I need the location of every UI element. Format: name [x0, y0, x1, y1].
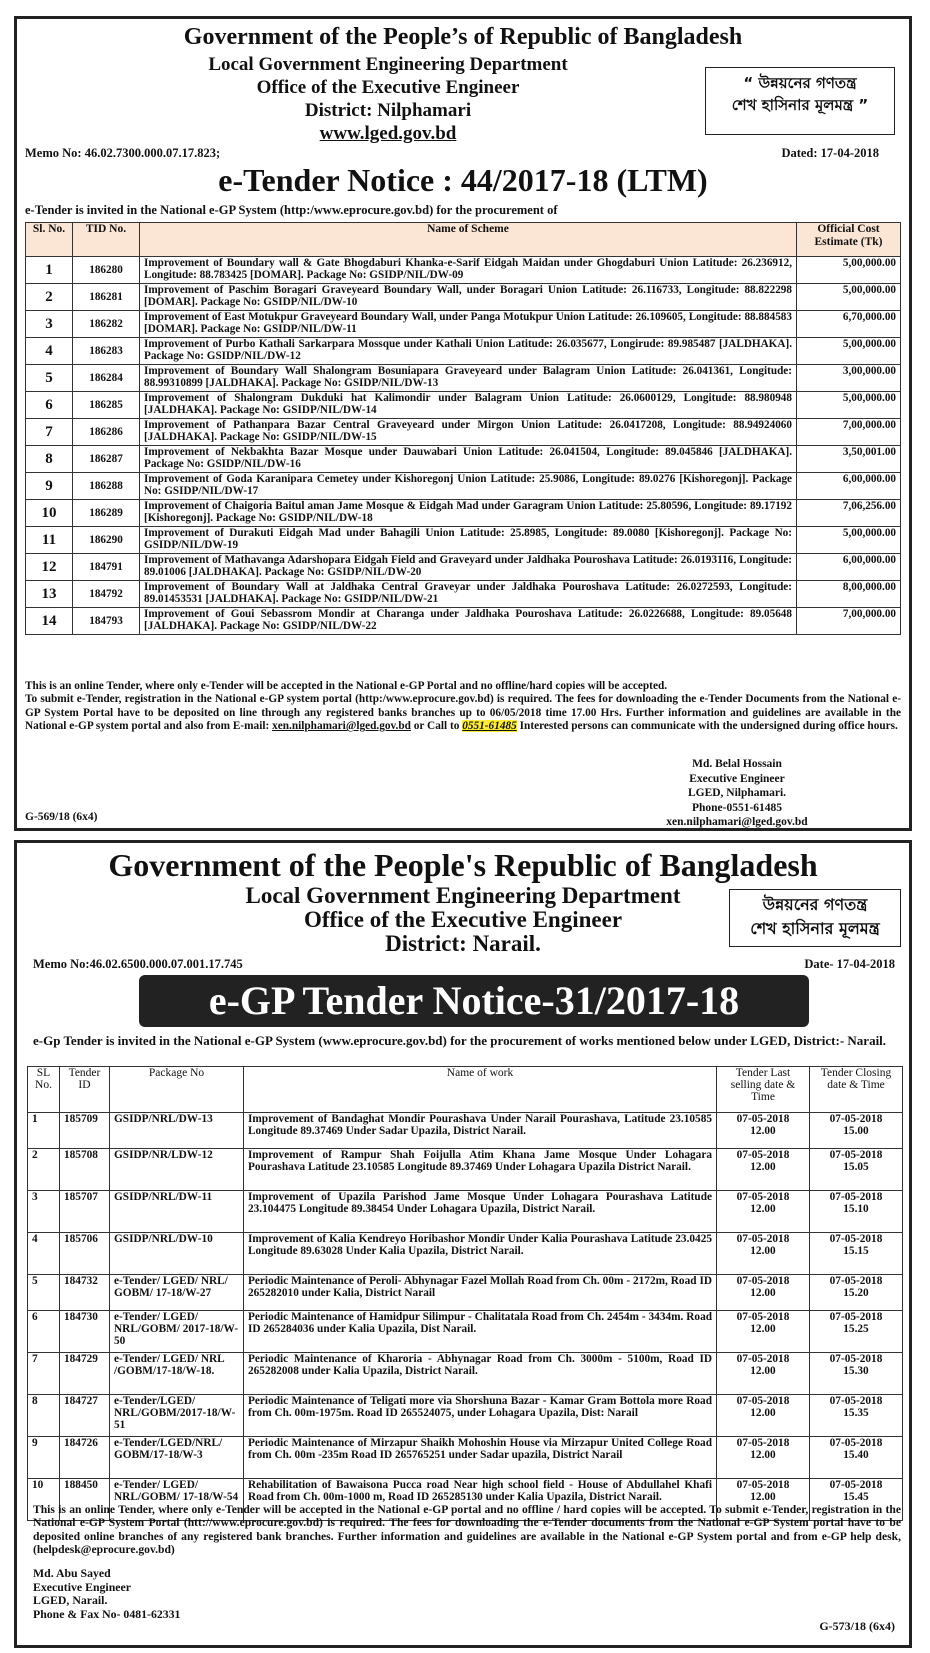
signer-name: Md. Belal Hossain — [692, 758, 782, 770]
row-cost: 7,00,000.00 — [797, 419, 901, 446]
signer-email: xen.nilphamari@lged.gov.bd — [666, 816, 808, 829]
row-sl: 12 — [26, 554, 73, 581]
row-work: Improvement of Rampur Shah Foijulla Atim Khana Jame Mosque Under Lohagara Pourashava Latitude 23.10585 Longitude 89.37469 Under Lohagara Upazila District Narail. — [244, 1149, 717, 1191]
row-sl: 8 — [28, 1395, 60, 1437]
works-row — [28, 1437, 903, 1479]
terms-end: Interested persons can communicate with the undersigned during office hours. — [516, 720, 898, 733]
row-pkg: GSIDP/NRL/DW-13 — [110, 1113, 244, 1149]
scheme-row — [26, 338, 901, 365]
row-sl: 7 — [28, 1353, 60, 1395]
row-pkg: GSIDP/NRL/DW-11 — [110, 1191, 244, 1233]
last-date: 07-05-2018 — [736, 1233, 790, 1245]
row-sl: 5 — [26, 365, 73, 392]
works-row — [28, 1149, 903, 1191]
terms-line-1: This is an online Tender, where only e-Tender will be accepted in the National e-GP Portal and no offline/hard copies will be accepted. — [25, 680, 668, 692]
last-time: 12.00 — [750, 1125, 776, 1138]
close-date: 07-05-2018 — [829, 1353, 883, 1365]
row-tid: 185707 — [60, 1191, 110, 1233]
header-scheme: Name of Scheme — [140, 223, 797, 257]
row-last-selling — [717, 1311, 810, 1353]
last-date: 07-05-2018 — [736, 1275, 790, 1287]
header-tid: Tender ID — [60, 1067, 110, 1113]
close-time: 15.10 — [843, 1203, 869, 1216]
row-pkg: e-Tender/ LGED/ NRL/GOBM/ 2017-18/W- 50 — [110, 1311, 244, 1353]
row-closing — [810, 1113, 903, 1149]
row-tid: 186280 — [73, 257, 140, 284]
signature-block — [33, 1567, 180, 1621]
row-sl: 7 — [26, 419, 73, 446]
close-time: 15.30 — [843, 1365, 869, 1378]
terms-paragraph — [25, 680, 901, 734]
row-tid: 186289 — [73, 500, 140, 527]
works-row — [28, 1395, 903, 1437]
row-sl: 4 — [28, 1233, 60, 1275]
close-time: 15.40 — [843, 1449, 869, 1462]
row-tid: 186290 — [73, 527, 140, 554]
row-cost: 7,06,256.00 — [797, 500, 901, 527]
dated: Dated: 17-04-2018 — [781, 146, 879, 160]
row-closing — [810, 1149, 903, 1191]
row-tid: 185708 — [60, 1149, 110, 1191]
intro-text: e-Gp Tender is invited in the National e-GP System (www.eprocure.gov.bd) for the procurement of works mentioned below under LGED, District:- Narail. — [33, 1033, 887, 1048]
row-cost: 5,00,000.00 — [797, 392, 901, 419]
last-time: 12.00 — [750, 1407, 776, 1420]
close-date: 07-05-2018 — [829, 1233, 883, 1245]
ref-code: G-569/18 (6x4) — [25, 811, 98, 823]
close-time: 15.20 — [843, 1287, 869, 1300]
close-date: 07-05-2018 — [829, 1113, 883, 1125]
row-cost: 6,00,000.00 — [797, 554, 901, 581]
last-time: 12.00 — [750, 1365, 776, 1378]
works-row — [28, 1191, 903, 1233]
row-work: Periodic Maintenance of Teligati more via Shorshuna Bazar - Kamar Gram Bottola more Road from Ch. 00m-1975m. Road ID 265524075, under Lohagara Upazila, Dist: Narail — [244, 1395, 717, 1437]
notice-title-banner: e-GP Tender Notice-31/2017-18 — [139, 975, 809, 1027]
row-tid: 186282 — [73, 311, 140, 338]
header-cost: Official Cost Estimate (Tk) — [797, 223, 901, 257]
office-name: Office of the Executive Engineer — [256, 77, 520, 98]
header-sl: SL No. — [28, 1067, 60, 1113]
dept-name: Local Government Engineering Department — [245, 883, 681, 908]
last-date: 07-05-2018 — [736, 1395, 790, 1407]
row-sl: 9 — [28, 1437, 60, 1479]
scheme-row — [26, 500, 901, 527]
row-scheme: Improvement of Boundary Wall Shalongram Bosuniapara Graveyeard under Balagram Union Latitude: 26.041361, Longitude: 88.99310899 [JALDHAKA]. Package No: GSIDP/NIL/DW-13 — [140, 365, 797, 392]
row-tid: 184732 — [60, 1275, 110, 1311]
header-tid: TID No. — [73, 223, 140, 257]
last-date: 07-05-2018 — [736, 1113, 790, 1125]
contact-email[interactable]: xen.nilphamari@lged.gov.bd — [272, 720, 411, 733]
row-closing — [810, 1275, 903, 1311]
header-pkg: Package No — [110, 1067, 244, 1113]
last-time: 12.00 — [750, 1245, 776, 1258]
row-work: Periodic Maintenance of Peroli- Abhynagar Fazel Mollah Road from Ch. 00m - 2172m, Road ID 265282010 under Kalia, District Narail — [244, 1275, 717, 1311]
row-sl: 2 — [26, 284, 73, 311]
slogan-box — [705, 67, 895, 135]
last-date: 07-05-2018 — [736, 1479, 790, 1491]
row-sl: 14 — [26, 608, 73, 635]
close-date: 07-05-2018 — [829, 1437, 883, 1449]
row-scheme: Improvement of Goui Sebassrom Mondir at Charanga under Jaldhaka Pouroshava Latitude: 26.0226688, Longitude: 89.05648 [JALDHAKA]. Package No: GSIDP/NIL/DW-22 — [140, 608, 797, 635]
close-time: 15.25 — [843, 1323, 869, 1336]
ref-code: G-573/18 (6x4) — [819, 1619, 895, 1633]
close-time: 15.05 — [843, 1161, 869, 1174]
scheme-table-body — [26, 257, 901, 635]
row-sl: 1 — [26, 257, 73, 284]
website-link[interactable]: www.lged.gov.bd — [319, 123, 457, 144]
row-closing — [810, 1395, 903, 1437]
works-row — [28, 1275, 903, 1311]
row-scheme: Improvement of Durakuti Eidgah Mad under Bahagili Union Latitude: 25.8985, Longitude: 89.0080 [Kishoregonj]. Package No: GSIDP/NIL/DW-19 — [140, 527, 797, 554]
row-pkg: e-Tender/LGED/NRL/ GOBM/17-18/W-3 — [110, 1437, 244, 1479]
row-sl: 3 — [28, 1191, 60, 1233]
works-table — [27, 1066, 903, 1521]
row-work: Periodic Maintenance of Hamidpur Silimpur - Chalitatala Road from Ch. 2454m - 3434m. Road ID 265284036 under Kalia Upazila, Dist Narail. — [244, 1311, 717, 1353]
row-cost: 7,00,000.00 — [797, 608, 901, 635]
gov-title: Government of the People's Republic of Bangladesh — [108, 847, 818, 883]
row-pkg: e-Tender/ LGED/ NRL /GOBM/17-18/W-18. — [110, 1353, 244, 1395]
row-sl: 10 — [26, 500, 73, 527]
row-last-selling — [717, 1149, 810, 1191]
row-scheme: Improvement of East Motukpur Graveyeard Boundary Wall, under Panga Motukpur Union Latitude: 26.109605, Longitude: 88.884583 [DOMAR]. Package No: GSIDP/NIL/DW-11 — [140, 311, 797, 338]
row-last-selling — [717, 1233, 810, 1275]
office-name: Office of the Executive Engineer — [303, 907, 623, 932]
row-sl: 3 — [26, 311, 73, 338]
slogan-line-1: উন্নয়নের গণতন্ত্র — [762, 895, 868, 914]
row-sl: 6 — [26, 392, 73, 419]
row-tid: 184726 — [60, 1437, 110, 1479]
row-sl: 1 — [28, 1113, 60, 1149]
header-work: Name of work — [244, 1067, 717, 1113]
row-last-selling — [717, 1191, 810, 1233]
row-tid: 184727 — [60, 1395, 110, 1437]
row-tid: 186284 — [73, 365, 140, 392]
scheme-row — [26, 419, 901, 446]
last-date: 07-05-2018 — [736, 1437, 790, 1449]
row-closing — [810, 1233, 903, 1275]
contact-phone[interactable]: 0551-61485 — [462, 720, 517, 733]
last-date: 07-05-2018 — [736, 1149, 790, 1161]
last-time: 12.00 — [750, 1203, 776, 1216]
row-tid: 186285 — [73, 392, 140, 419]
row-tid: 186281 — [73, 284, 140, 311]
header-sl: Sl. No. — [26, 223, 73, 257]
tender-notice-narail — [14, 840, 912, 1648]
row-scheme: Improvement of Goda Karanipara Cemetey under Kishoregonj Union Latitude: 25.9086, Longitude: 89.0276 [Kishoregonj]. Package No: GSIDP/NIL/DW-17 — [140, 473, 797, 500]
row-sl: 2 — [28, 1149, 60, 1191]
close-date: 07-05-2018 — [829, 1149, 883, 1161]
header-last: Tender Last selling date & Time — [717, 1067, 810, 1113]
row-tid: 186283 — [73, 338, 140, 365]
last-date: 07-05-2018 — [736, 1353, 790, 1365]
row-cost: 5,00,000.00 — [797, 527, 901, 554]
last-time: 12.00 — [750, 1161, 776, 1174]
scheme-row — [26, 527, 901, 554]
signer-phone: Phone & Fax No- 0481-62331 — [33, 1606, 181, 1621]
row-scheme: Improvement of Purbo Kathali Sarkarpara Mossque under Kathali Union Latitude: 26.035677, Longirude: 89.985487 [JALDHAKA]. Package No: GSIDP/NIL/DW-12 — [140, 338, 797, 365]
row-scheme: Improvement of Chaigoria Baitul aman Jame Mosque & Eidgah Mad under Garagram Union Latitude: 25.80596, Longitude: 89.17192 [Kishoregonj]. Package No: GSIDP/NIL/DW-18 — [140, 500, 797, 527]
date: Date- 17-04-2018 — [804, 957, 895, 971]
terms-or: or Call to — [410, 720, 463, 733]
row-sl: 4 — [26, 338, 73, 365]
works-row — [28, 1353, 903, 1395]
scheme-row — [26, 284, 901, 311]
row-pkg: e-Tender/ LGED/ NRL/GOBM/ 17-18/W-54 — [110, 1479, 244, 1521]
signer-name: Md. Abu Sayed — [33, 1566, 111, 1580]
memo-no: Memo No:46.02.6500.000.07.001.17.745 — [33, 957, 243, 971]
works-row — [28, 1113, 903, 1149]
scheme-row — [26, 392, 901, 419]
row-work: Periodic Maintenance of Kharoria - Abhynagar Road from Ch. 3000m - 5100m, Road ID 265282008 under Kalia Upazila, District Narail. — [244, 1353, 717, 1395]
row-sl: 5 — [28, 1275, 60, 1311]
row-work: Periodic Maintenance of Mirzapur Shaikh Mohoshin House via Mirzapur United College Road from Ch. 00m -235m Road ID 265765251 under Sadar upazila, District Narail — [244, 1437, 717, 1479]
scheme-row — [26, 554, 901, 581]
row-last-selling — [717, 1275, 810, 1311]
signer-title: Executive Engineer — [33, 1579, 131, 1594]
terms-body — [25, 693, 901, 733]
notice-title: e-Tender Notice : 44/2017-18 (LTM) — [218, 162, 708, 198]
close-time: 15.15 — [843, 1245, 869, 1258]
close-time: 15.45 — [843, 1491, 869, 1504]
row-closing — [810, 1353, 903, 1395]
row-cost: 3,00,000.00 — [797, 365, 901, 392]
row-scheme: Improvement of Boundary Wall at Jaldhaka Central Graveyar under Jaldhaka Pouroshava Latitude: 26.0272593, Longitude: 89.01453531 [JALDHAKA]. Package No: GSIDP/NIL/DW-21 — [140, 581, 797, 608]
row-sl: 10 — [28, 1479, 60, 1521]
intro-text: e-Tender is invited in the National e-GP System (http:/www.eprocure.gov.bd) for the procurement of — [25, 203, 558, 217]
row-cost: 6,00,000.00 — [797, 473, 901, 500]
row-tid: 184793 — [73, 608, 140, 635]
signature-block — [637, 757, 837, 830]
row-scheme: Improvement of Paschim Boragari Graveyeard Boundary Wall, under Boragari Union Latitude: 26.116733, Longitude: 88.822298 [DOMAR]. Package No: GSIDP/NIL/DW-10 — [140, 284, 797, 311]
scheme-table — [25, 222, 901, 635]
scheme-row — [26, 365, 901, 392]
close-date: 07-05-2018 — [829, 1479, 883, 1491]
row-sl: 11 — [26, 527, 73, 554]
tender-notice-nilphamari — [14, 16, 912, 831]
slogan-line-2: শেখ হাসিনার মূলমন্ত্র — [750, 919, 880, 938]
row-closing — [810, 1311, 903, 1353]
row-sl: 8 — [26, 446, 73, 473]
district-name: District: Narail. — [385, 931, 541, 956]
signer-office: LGED, Narail. — [33, 1593, 108, 1608]
dept-name: Local Government Engineering Department — [208, 54, 568, 75]
works-row — [28, 1311, 903, 1353]
row-cost: 5,00,000.00 — [797, 257, 901, 284]
works-table-wrap — [27, 1066, 903, 1521]
header-close: Tender Closing date & Time — [810, 1067, 903, 1113]
scheme-row — [26, 257, 901, 284]
works-table-body — [28, 1113, 903, 1521]
row-tid: 184791 — [73, 554, 140, 581]
row-tid: 185706 — [60, 1233, 110, 1275]
slogan-line-1: “ উন্নয়নের গণতন্ত্র — [743, 74, 857, 92]
row-last-selling — [717, 1437, 810, 1479]
signer-title: Executive Engineer — [689, 772, 785, 785]
row-last-selling — [717, 1395, 810, 1437]
row-last-selling — [717, 1353, 810, 1395]
row-scheme: Improvement of Shalongram Dukduki hat Kalimondir under Balagram Union Latitude: 26.0600129, Longitude: 88.980948 [JALDHAKA]. Package No: GSIDP/NIL/DW-14 — [140, 392, 797, 419]
row-tid: 184729 — [60, 1353, 110, 1395]
close-time: 15.00 — [843, 1125, 869, 1138]
row-scheme: Improvement of Nekbakhta Bazar Mosque under Dauwabari Union Latitude: 26.041504, Longitude: 89.045846 [JALDHAKA]. Package No: GSIDP/NIL/DW-16 — [140, 446, 797, 473]
district-name: District: Nilphamari — [304, 100, 472, 121]
terms-paragraph: This is an online Tender, where only e-Tender will be accepted in the National e-GP portal and no offline / hard copies will be accepted. To submit e-Tender, registration in the National e-GP System Portal (htt://www.eprocure.gov.bd) is required. The fees for downloading the e-Tender documents from the National e-GP System portal have to be deposited online branches of any registered bank branches. Further information and guidelines are available in the National e-GP System portal and from e-GP help desk, (helpdesk@eprocure.gov.bd) — [33, 1503, 901, 1556]
row-work: Rehabilitation of Bawaisona Pucca road Near high school field - House of Abdullahel Khafi Road from Ch. 00m-1000 m, Road ID 265285130 under Kalia Upazila, District Narail. — [244, 1479, 717, 1521]
row-pkg: e-Tender/ LGED/ NRL/ GOBM/ 17-18/W-27 — [110, 1275, 244, 1311]
slogan-line-2: শেখ হাসিনার মূলমন্ত্র ” — [731, 96, 869, 114]
terms-main: To submit e-Tender, registration in the National e-GP system portal (http:/www.eprocure.gov.bd) is required. The fees for downloading the e-Tender Documents from the National e-GP System Portal have to be deposited on line through any registered banks branches up to 06/05/2018 time 17.00 Hrs. Further information and guidelines are available in the National e-GP system portal and also from E-mail: — [25, 693, 901, 733]
slogan-box — [729, 889, 901, 947]
row-scheme: Improvement of Boundary wall & Gate Bhogdaburi Khanka-e-Sarif Eidgah Maidan under Ghogdaburi Union Latitude: 26.236912, Longitude: 88.783425 [DOMAR]. Package No: GSIDP/NIL/DW-09 — [140, 257, 797, 284]
last-time: 12.00 — [750, 1323, 776, 1336]
last-time: 12.00 — [750, 1491, 776, 1504]
row-cost: 6,70,000.00 — [797, 311, 901, 338]
last-time: 12.00 — [750, 1287, 776, 1300]
row-sl: 6 — [28, 1311, 60, 1353]
row-tid: 186286 — [73, 419, 140, 446]
close-date: 07-05-2018 — [829, 1395, 883, 1407]
row-cost: 5,00,000.00 — [797, 284, 901, 311]
last-date: 07-05-2018 — [736, 1191, 790, 1203]
row-tid: 185709 — [60, 1113, 110, 1149]
row-sl: 9 — [26, 473, 73, 500]
row-work: Improvement of Upazila Parishod Jame Mosque Under Lohagara Pourashava Latitude 23.104475 Longitude 89.38454 Under Lohagara Upazila, District Narail. — [244, 1191, 717, 1233]
scheme-row — [26, 473, 901, 500]
row-tid: 186288 — [73, 473, 140, 500]
close-date: 07-05-2018 — [829, 1275, 883, 1287]
row-work: Improvement of Kalia Kendreyo Horibashor Mondir Under Kalia Pourashava Latitude 23.0425 Longitude 89.63028 Under Kalia Upazila, District Narail. — [244, 1233, 717, 1275]
row-cost: 5,00,000.00 — [797, 338, 901, 365]
close-time: 15.35 — [843, 1407, 869, 1420]
signer-office: LGED, Nilphamari. — [687, 787, 787, 800]
row-work: Improvement of Bandaghat Mondir Pourashava Under Narail Pourashava, Latitude 23.10585 Longitude 89.37469 Under Sadar Upazila, District Narail. — [244, 1113, 717, 1149]
scheme-table-wrap — [25, 222, 901, 635]
gov-title: Government of the People’s of Republic of Bangladesh — [183, 24, 743, 50]
row-sl: 13 — [26, 581, 73, 608]
row-pkg: GSIDP/NR/LDW-12 — [110, 1149, 244, 1191]
row-tid: 184792 — [73, 581, 140, 608]
row-last-selling — [717, 1113, 810, 1149]
row-scheme: Improvement of Mathavanga Adarshopara Eidgah Field and Graveyard under Jaldhaka Pouroshava Latitude: 26.0193116, Longitude: 89.01006 [JALDHAKA]. Package No: GSIDP/NIL/DW-20 — [140, 554, 797, 581]
scheme-row — [26, 581, 901, 608]
row-pkg: GSIDP/NRL/DW-10 — [110, 1233, 244, 1275]
row-tid: 184730 — [60, 1311, 110, 1353]
close-date: 07-05-2018 — [829, 1191, 883, 1203]
row-scheme: Improvement of Pathanpara Bazar Central Graveyeard under Mirgon Union Latitude: 26.0417208, Longitude: 88.94924060 [JALDHAKA]. Package No: GSIDP/NIL/DW-15 — [140, 419, 797, 446]
scheme-row — [26, 446, 901, 473]
row-closing — [810, 1437, 903, 1479]
row-cost: 3,50,001.00 — [797, 446, 901, 473]
row-tid: 186287 — [73, 446, 140, 473]
row-pkg: e-Tender/LGED/ NRL/GOBM/2017-18/W- 51 — [110, 1395, 244, 1437]
last-date: 07-05-2018 — [736, 1311, 790, 1323]
close-date: 07-05-2018 — [829, 1311, 883, 1323]
scheme-row — [26, 311, 901, 338]
row-closing — [810, 1191, 903, 1233]
row-tid: 188450 — [60, 1479, 110, 1521]
works-row — [28, 1233, 903, 1275]
last-time: 12.00 — [750, 1449, 776, 1462]
row-cost: 8,00,000.00 — [797, 581, 901, 608]
memo-no: Memo No: 46.02.7300.000.07.17.823; — [25, 146, 221, 160]
signer-phone: Phone-0551-61485 — [691, 801, 783, 814]
scheme-row — [26, 608, 901, 635]
